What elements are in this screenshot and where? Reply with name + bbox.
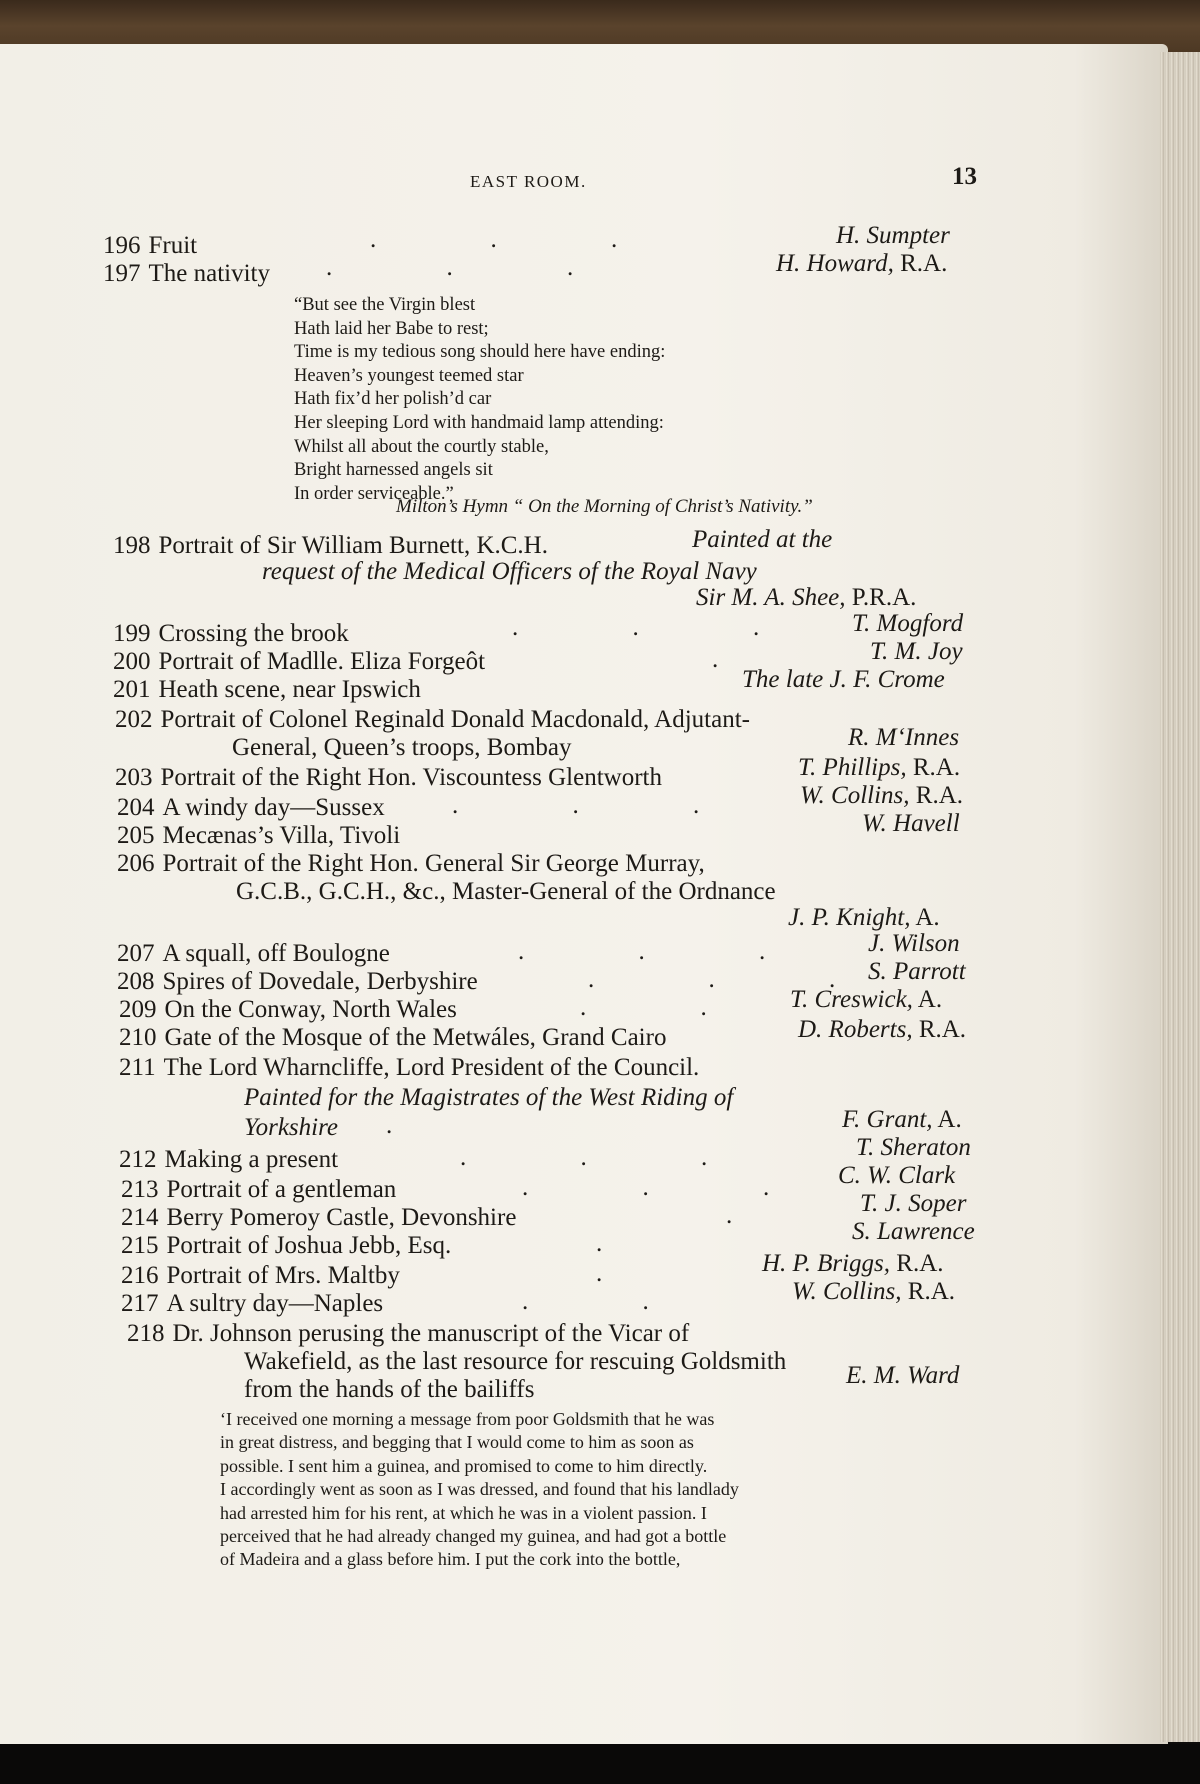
entry-artist: C. W. Clark (838, 1162, 956, 1189)
entry-title: A squall, off Boulogne (162, 940, 390, 967)
leader-dots: . (596, 1230, 603, 1257)
entry-number: 199 (113, 620, 151, 647)
entry-210 (119, 1024, 666, 1052)
entry-198 (113, 532, 548, 560)
leader-dots: . (712, 646, 719, 673)
leader-dots: . . . (370, 226, 672, 253)
poem-line: Hath fix’d her polish’d car (294, 389, 492, 410)
page-fore-edge (1160, 52, 1200, 1742)
entry-208 (117, 968, 478, 996)
entry-artist: T. Phillips, R.A. (798, 754, 961, 781)
prose-line: possible. I sent him a guinea, and promised to come to him directly. (220, 1455, 708, 1476)
prose-line: perceived that he had already changed my guinea, and had got a bottle (220, 1526, 727, 1547)
prose-line: had arrested him for his rent, at which he was in a violent passion. I (220, 1502, 707, 1523)
entry-artist: S. Parrott (868, 958, 966, 985)
leader-dots: . . . (588, 966, 890, 993)
entry-212 (119, 1146, 338, 1174)
prose-quotation (220, 1408, 910, 1572)
entry-200 (113, 648, 485, 676)
entry-number: 197 (103, 260, 141, 287)
entry-201 (113, 676, 421, 704)
entry-196 (103, 232, 197, 260)
leader-dots: . . . (512, 614, 814, 641)
entry-title: Portrait of Mrs. Maltby (166, 1262, 400, 1289)
leader-dots: . . . (460, 1144, 762, 1171)
entry-216 (121, 1262, 400, 1290)
entry-title: Spires of Dovedale, Derbyshire (162, 968, 478, 995)
entry-217 (121, 1290, 383, 1318)
prose-line: in great distress, and begging that I would come to him as soon as (220, 1432, 694, 1453)
entry-number: 209 (119, 996, 157, 1023)
page-shadow-bottom (0, 1744, 1200, 1784)
entry-number: 216 (121, 1262, 159, 1289)
entry-number: 218 (127, 1320, 165, 1347)
entry-artist: T. Mogford (852, 610, 964, 637)
poem-citation: Milton’s Hymn “ On the Morning of Christ’s Nativity.” (396, 496, 813, 517)
leader-dots: . (726, 1202, 733, 1229)
entry-artist: S. Lawrence (852, 1218, 975, 1245)
entry-artist: D. Roberts, R.A. (798, 1016, 967, 1043)
entry-number: 206 (117, 850, 155, 877)
poem-quotation (294, 294, 665, 506)
prose-line: I accordingly went as soon as I was dressed, and found that his landlady (220, 1479, 739, 1500)
entry-artist: H. P. Briggs, R.A. (762, 1250, 944, 1277)
leader-dots: . (596, 1260, 603, 1287)
entry-title: A sultry day—Naples (166, 1290, 384, 1317)
leader-dots: . . . (522, 1174, 824, 1201)
entry-title-continued: from the hands of the bailiffs (244, 1376, 535, 1403)
poem-line: Her sleeping Lord with handmaid lamp attending: (294, 412, 664, 433)
entry-artist: H. Sumpter (836, 222, 950, 249)
entry-number: 212 (119, 1146, 157, 1173)
prose-line: ‘I received one morning a message from poor Goldsmith that he was (220, 1409, 715, 1429)
entry-title: Dr. Johnson perusing the manuscript of the Vicar of (172, 1320, 690, 1347)
entry-title: Crossing the brook (158, 620, 349, 647)
entry-number: 200 (113, 648, 151, 675)
leader-dots: . . . (326, 254, 628, 281)
entry-207 (117, 940, 390, 968)
entry-number: 210 (119, 1024, 157, 1051)
entry-title-italic: Painted at the (692, 526, 833, 553)
entry-215 (121, 1232, 451, 1260)
poem-line: Time is my tedious song should here have ending: (294, 342, 666, 363)
entry-title: The Lord Wharncliffe, Lord President of the Council. (163, 1054, 700, 1081)
entry-title-continued: Yorkshire (244, 1114, 339, 1141)
entry-title: Portrait of Madlle. Eliza Forgeôt (158, 648, 486, 675)
entry-title: Gate of the Mosque of the Metwáles, Grand Cairo (164, 1024, 667, 1051)
poem-line: Whilst all about the courtly stable, (294, 436, 549, 457)
entry-number: 213 (121, 1176, 159, 1203)
entry-197 (103, 260, 270, 288)
entry-number: 215 (121, 1232, 159, 1259)
entry-213 (121, 1176, 396, 1204)
entry-artist: H. Howard, R.A. (776, 250, 948, 277)
entry-artist: T. J. Soper (860, 1190, 967, 1217)
entry-title: The nativity (148, 260, 270, 287)
entry-title: Mecænas’s Villa, Tivoli (162, 822, 401, 849)
entry-title: Portrait of the Right Hon. General Sir George Murray, (162, 850, 705, 877)
entry-title-continued: request of the Medical Officers of the Royal Navy (262, 558, 757, 585)
entry-number: 207 (117, 940, 155, 967)
entry-title: Fruit (148, 232, 198, 259)
entry-204 (117, 794, 385, 822)
entry-number: 217 (121, 1290, 159, 1317)
entry-title: Portrait of Colonel Reginald Donald Macdonald, Adjutant- (160, 706, 750, 733)
poem-line: Heaven’s youngest teemed star (294, 365, 524, 386)
entry-title: Making a present (164, 1146, 339, 1173)
entry-206 (117, 850, 705, 878)
entry-202 (115, 706, 750, 734)
entry-205 (117, 822, 400, 850)
entry-209 (119, 996, 457, 1024)
entry-artist: J. P. Knight, A. (788, 904, 940, 931)
running-head: EAST ROOM. (470, 172, 587, 191)
entry-number: 198 (113, 532, 151, 559)
entry-title-continued: General, Queen’s troops, Bombay (232, 734, 572, 761)
entry-number: 203 (115, 764, 153, 791)
page-number: 13 (952, 163, 977, 190)
entry-artist: J. Wilson (868, 930, 960, 957)
entry-number: 204 (117, 794, 155, 821)
entry-218 (127, 1320, 689, 1348)
poem-line: “But see the Virgin blest (294, 295, 476, 315)
entry-title: A windy day—Sussex (162, 794, 385, 821)
entry-artist: Sir M. A. Shee, P.R.A. (696, 584, 917, 611)
leader-dots: . (386, 1112, 393, 1139)
entry-203 (115, 764, 662, 792)
entry-title-continued: Wakefield, as the last resource for rescuing Goldsmith (244, 1348, 787, 1375)
poem-line: In order serviceable.” (294, 483, 454, 504)
entry-artist: T. Creswick, A. (790, 986, 943, 1013)
entry-number: 208 (117, 968, 155, 995)
leader-dots: . . (522, 1288, 703, 1315)
entry-199 (113, 620, 349, 648)
entry-artist: E. M. Ward (846, 1362, 960, 1389)
entry-artist: W. Havell (862, 810, 960, 837)
poem-line: Bright harnessed angels sit (294, 460, 493, 481)
prose-line: of Madeira and a glass before him. I put the cork into the bottle, (220, 1549, 681, 1570)
entry-title: On the Conway, North Wales (164, 996, 457, 1023)
entry-title: Heath scene, near Ipswich (158, 676, 421, 703)
entry-artist: W. Collins, R.A. (792, 1278, 956, 1305)
entry-title-continued: Painted for the Magistrates of the West Riding of (244, 1084, 734, 1111)
entry-number: 201 (113, 676, 151, 703)
entry-214 (121, 1204, 516, 1232)
entry-number: 214 (121, 1204, 159, 1231)
entry-artist: R. M‘Innes (848, 724, 960, 751)
entry-artist: The late J. F. Crome (742, 666, 945, 693)
entry-title: Portrait of Sir William Burnett, K.C.H. (158, 532, 548, 559)
entry-title: Portrait of Joshua Jebb, Esq. (166, 1232, 452, 1259)
entry-artist: W. Collins, R.A. (800, 782, 964, 809)
entry-number: 211 (119, 1054, 156, 1081)
leader-dots: . . . (452, 792, 754, 819)
entry-artist: F. Grant, A. (842, 1106, 962, 1133)
entry-title: Berry Pomeroy Castle, Devonshire (166, 1204, 517, 1231)
entry-number: 202 (115, 706, 153, 733)
poem-line: Hath laid her Babe to rest; (294, 318, 489, 339)
entry-number: 205 (117, 822, 155, 849)
entry-title: Portrait of the Right Hon. Viscountess Glentworth (160, 764, 662, 791)
entry-title: Portrait of a gentleman (166, 1176, 397, 1203)
entry-211 (119, 1054, 699, 1082)
entry-number: 196 (103, 232, 141, 259)
leader-dots: . . (580, 994, 761, 1021)
leader-dots: . . . (518, 938, 820, 965)
entry-artist: T. M. Joy (870, 638, 963, 665)
entry-artist: T. Sheraton (856, 1134, 971, 1161)
entry-title-continued: G.C.B., G.C.H., &c., Master-General of the Ordnance (236, 878, 776, 905)
